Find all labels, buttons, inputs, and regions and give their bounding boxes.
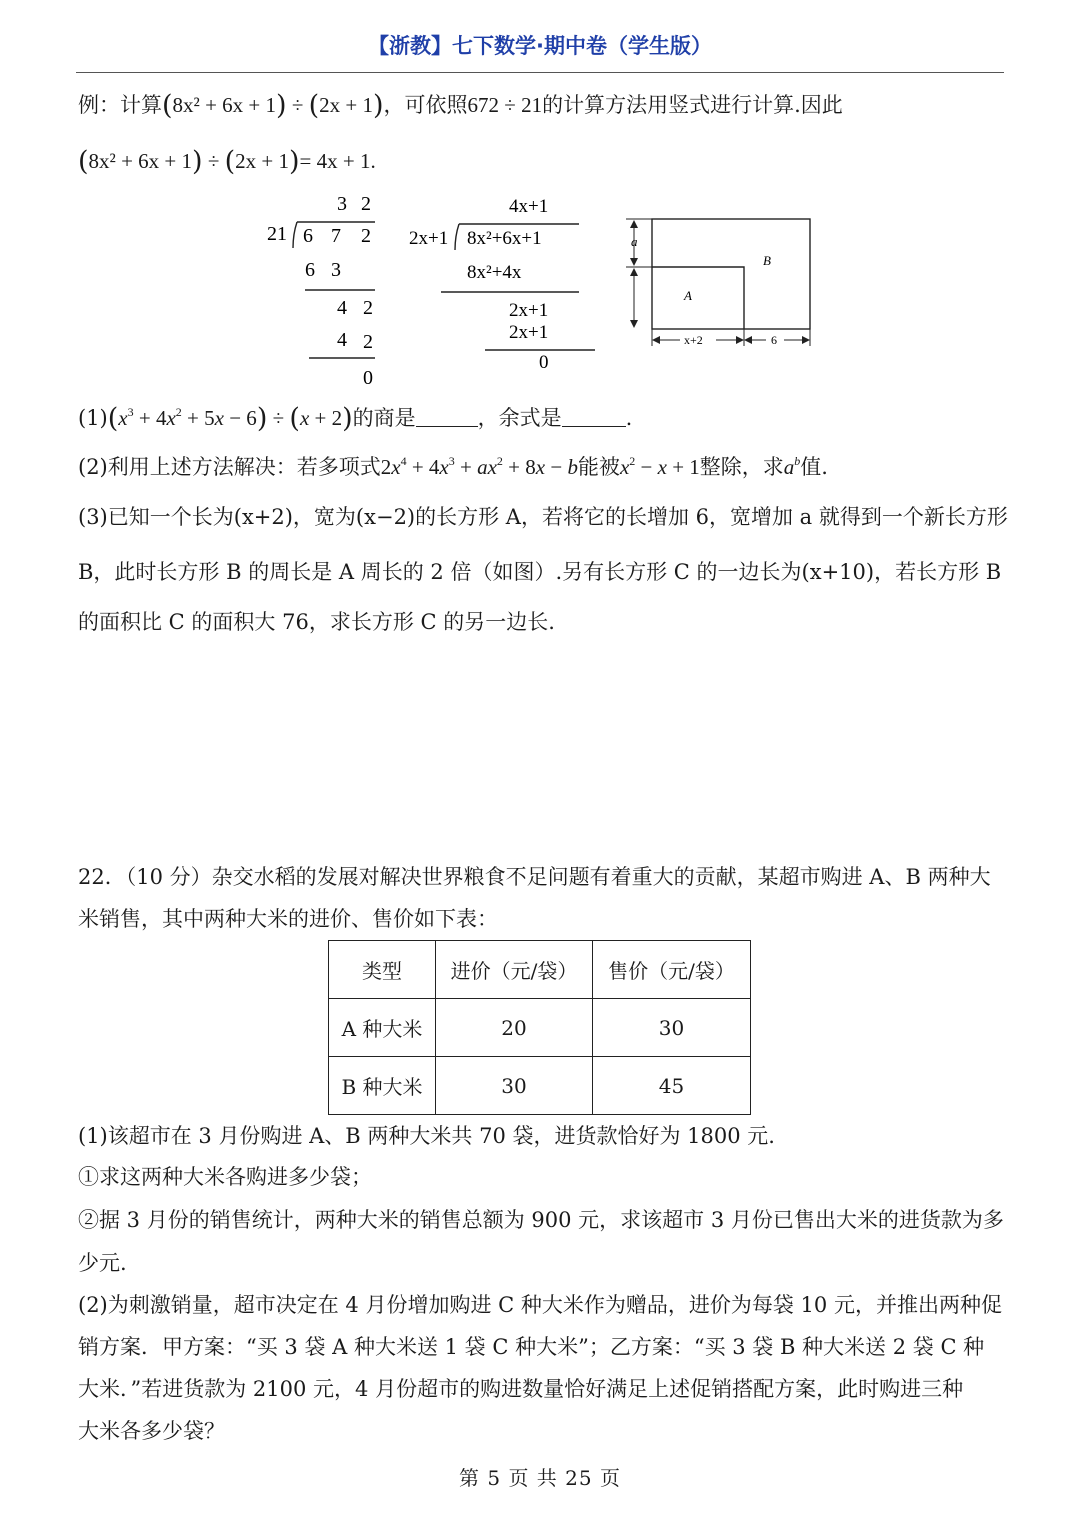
q22-intro-line1: 22．（10 分）杂交水稻的发展对解决世界粮食不足问题有着重大的贡献，某超市购进 A、B 两种大 [78,865,991,889]
example-prefix: 例：计算 [78,93,162,117]
q21-part2: (2)利用上述方法解决：若多项式$2x^4 + 4x^3 + ax^2 + 8x - b$能被$x^2 - x + 1$整除，求$a^b$值. [78,454,828,479]
table-header-row [329,941,751,999]
poly-remainder1: 2x+1 [509,300,549,321]
numeric-remainder1-digit: 2 [363,297,373,319]
q22-part2-line2: 销方案．甲方案：“买 3 袋 A 种大米送 1 袋 C 种大米”；乙方案：“买 3 袋 B 种大米送 2 袋 C 种 [78,1335,985,1359]
example-divisor: 2x + 1 [319,93,373,117]
table-cell: 30 [436,1057,593,1115]
numeric-step1-digit: 3 [331,259,341,281]
q21-p1-number: (1) [78,406,108,430]
q21-p2-text-a: 利用上述方法解决：若多项式 [107,455,381,479]
rectangle-B [652,219,810,329]
q21-part3-line3: 的面积比 C 的面积大 76，求长方形 C 的另一边长. [78,610,555,634]
q22-part1b-line2: 少元. [78,1251,127,1275]
poly-division-bracket [455,224,459,250]
poly-quotient: 4x+1 [509,196,549,217]
numeric-step2-digit: 2 [363,331,373,353]
q21-p1-remainder-text: ，余式是 [477,406,562,430]
q21-p1-quotient-text: 的商是 [352,406,416,430]
label-6: 6 [771,333,777,347]
page-footer: 第 5 页 共 25 页 [459,1466,621,1490]
label-A: A [684,288,692,303]
q21-p1-end: . [625,406,633,430]
example-result: = 4x + 1. [299,149,376,173]
q21-part3-line1: (3)已知一个长为(x+2)，宽为(x−2)的长方形 A，若将它的长增加 6，宽增加 a 就得到一个新长方形 [78,505,1008,529]
q22-part1b-line1: ②据 3 月份的销售统计，两种大米的销售总额为 900 元，求该超市 3 月份已售出大米的进货款为多 [78,1208,1004,1232]
table-row [329,1057,751,1115]
numeric-quotient-digit: 3 [337,193,347,215]
q21-part3-line2: B，此时长方形 B 的周长是 A 周长的 2 倍（如图）.另有长方形 C 的一边长为(x+10)，若长方形 B [78,560,1002,584]
rectangle-figure [620,212,820,352]
header-divider [76,72,1004,73]
numeric-step1-digit: 6 [305,259,315,281]
q22-part2-line1: (2)为刺激销量，超市决定在 4 月份增加购进 C 种大米作为赠品，进价为每袋 10 元，并推出两种促 [78,1293,1002,1317]
table-cell: 20 [436,999,593,1057]
quotient-blank[interactable] [416,406,478,427]
table-cell: B 种大米 [329,1057,436,1115]
table-header-cell: 售价（元/袋） [593,941,751,999]
q22-intro-line2: 米销售，其中两种大米的进价、售价如下表： [78,907,498,931]
q21-part1: $(1)(x^3 + 4x^2 + 5x - 6) \div (x + 2)$的商是 ，余式是 . [78,403,633,434]
numeric-division-bracket [293,222,297,248]
example-numeric: 672 ÷ 21 [467,93,543,117]
example-line-2: (8x² + 6x + 1) ÷ (2x + 1)= 4x + 1. [78,146,376,177]
q22-part1: (1)该超市在 3 月份购进 A、B 两种大米共 70 袋，进货款恰好为 1800 元. [78,1124,775,1148]
numeric-dividend-digit: 6 [303,225,313,247]
page-header-title: 【浙教】七下数学·期中卷（学生版） [368,34,712,58]
numeric-step2-digit: 4 [337,329,347,351]
example-dividend-2: 8x² + 6x + 1 [88,149,193,173]
numeric-dividend-digit: 2 [361,225,371,247]
example-dividend: 8x² + 6x + 1 [172,93,277,117]
table-header-cell: 类型 [329,941,436,999]
table-header-cell: 进价（元/袋） [436,941,593,999]
example-line-1: 例：计算(8x² + 6x + 1) ÷ (2x + 1)，可依照672 ÷ 21的计算方法用竖式进行计算.因此 [78,90,843,121]
q22-part1a: ①求这两种大米各购进多少袋； [78,1165,372,1189]
remainder-blank[interactable] [562,406,626,427]
numeric-final-remainder: 0 [363,367,373,389]
example-suffix: 的计算方法用竖式进行计算.因此 [542,93,843,117]
example-divisor-2: 2x + 1 [235,149,289,173]
q22-part2-line4: 大米各多少袋？ [78,1419,225,1443]
polynomial-long-division [405,192,605,382]
numeric-quotient-digit: 2 [361,193,371,215]
numeric-remainder1-digit: 4 [337,297,347,319]
q22-part2-line3: 大米．”若进货款为 2100 元，4 月份超市的购进数量恰好满足上述促销搭配方案，此时购进三种 [78,1377,964,1401]
q21-p2-number: (2) [78,455,108,479]
q21-p2-text-d: 值. [800,455,828,479]
poly-step1: 8x²+4x [467,262,522,283]
price-table [328,940,751,1115]
poly-dividend: 8x²+6x+1 [467,228,542,249]
table-row [329,999,751,1057]
label-x-plus-2: x+2 [684,333,703,347]
label-a: a [631,234,638,249]
q21-p2-text-c: 整除，求 [699,455,784,479]
numeric-long-division [255,190,395,390]
table-cell: 30 [593,999,751,1057]
poly-final-remainder: 0 [539,352,549,373]
example-mid: ，可依照 [383,93,468,117]
table-cell: A 种大米 [329,999,436,1057]
numeric-dividend-digit: 7 [331,225,341,247]
rectangle-A [652,267,744,329]
poly-divisor: 2x+1 [409,228,449,249]
poly-step2: 2x+1 [509,322,549,343]
table-cell: 45 [593,1057,751,1115]
numeric-divisor: 21 [267,223,287,245]
q21-p2-text-b: 能被 [577,455,620,479]
label-B: B [763,253,771,268]
